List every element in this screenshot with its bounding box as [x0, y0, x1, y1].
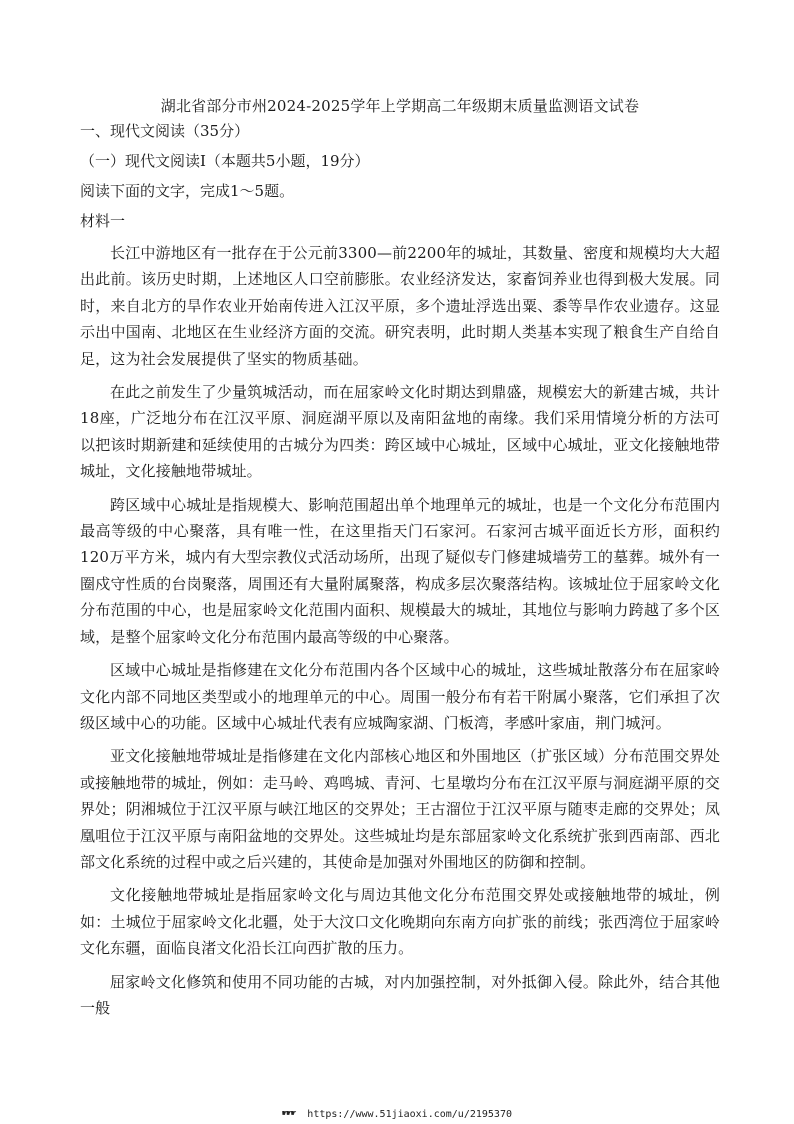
- watermark-icon: ☛☛☛: [282, 1109, 296, 1119]
- paragraph: 亚文化接触地带城址是指修建在文化内部核心地区和外围地区（扩张区域）分布范围交界处或接触地带的城址，例如：走马岭、鸡鸣城、青河、七星墩均分布在江汉平原与洞庭湖平原的交界处；阴湘城位于江汉平原与峡江地区的交界处；王古溜位于江汉平原与随枣走廊的交界处；凤凰咀位于江汉平原与南阳盆地的交界处。这些城址均是东部屈家岭文化系统扩张到西南部、西北部文化系统的过程中或之后兴建的，其使命是加强对外围地区的防御和控制。: [80, 747, 720, 871]
- exam-title: 湖北省部分市州2024-2025学年上学期高二年级期末质量监测语文试卷: [160, 97, 640, 115]
- paragraph: 长江中游地区有一批存在于公元前3300—前2200年的城址，其数量、密度和规模均大大超出此前。该历史时期，上述地区人口空前膨胀。农业经济发达，家畜饲养业也得到极大发展。同时，来自北方的旱作农业开始南传进入江汉平原，多个遗址浮选出粟、黍等旱作农业遗存。这显示出中国南、北地区在生业经济方面的交流。研究表明，此时期人类基本实现了粮食生产自给自足，这为社会发展提供了坚实的物质基础。: [80, 244, 720, 368]
- paragraph: 区域中心城址是指修建在文化分布范围内各个区域中心的城址，这些城址散落分布在屈家岭文化内部不同地区类型或小的地理单元的中心。周围一般分布有若干附属小聚落，它们承担了次级区域中心的功能。区域中心城址代表有应城陶家湖、门板湾，孝感叶家庙，荆门城河。: [80, 661, 720, 732]
- subsection-heading: （一）现代文阅读Ⅰ（本题共5小题，19分）: [80, 152, 370, 170]
- material-label: 材料一: [80, 212, 126, 230]
- reading-instruction: 阅读下面的文字，完成1～5题。: [80, 182, 295, 200]
- paragraph: 屈家岭文化修筑和使用不同功能的古城，对内加强控制，对外抵御入侵。除此外，结合其他一般: [80, 972, 720, 1017]
- paragraph: 在此之前发生了少量筑城活动，而在屈家岭文化时期达到鼎盛，规模宏大的新建古城，共计18座，广泛地分布在江汉平原、洞庭湖平原以及南阳盆地的南缘。我们采用情境分析的方法可以把该时期新建和延续使用的古城分为四类：跨区域中心城址，区域中心城址，亚文化接触地带城址，文化接触地带城址。: [80, 383, 720, 481]
- exam-page: [80, 96, 720, 1028]
- footer-url-link[interactable]: https://www.51jiaoxi.com/u/2195370: [307, 1109, 512, 1120]
- page-footer: [0, 1108, 794, 1121]
- section-heading: 一、现代文阅读（35分）: [80, 122, 250, 140]
- paragraph: 文化接触地带城址是指屈家岭文化与周边其他文化分布范围交界处或接触地带的城址，例如：土城位于屈家岭文化北疆，处于大汶口文化晚期向东南方向扩张的前线；张西湾位于屈家岭文化东疆，面临良渚文化沿长江向西扩散的压力。: [80, 886, 720, 958]
- paragraph: 跨区域中心城址是指规模大、影响范围超出单个地理单元的城址，也是一个文化分布范围内最高等级的中心聚落，具有唯一性，在这里指天门石家河。石家河古城平面近长方形，面积约120万平方米，城内有大型宗教仪式活动场所，出现了疑似专门修建城墙劳工的墓葬。城外有一圈戍守性质的台岗聚落，周围还有大量附属聚落，构成多层次聚落结构。该城址位于屈家岭文化分布范围的中心，也是屈家岭文化范围内面积、规模最大的城址，其地位与影响力跨越了多个区域，是整个屈家岭文化分布范围内最高等级的中心聚落。: [80, 495, 720, 646]
